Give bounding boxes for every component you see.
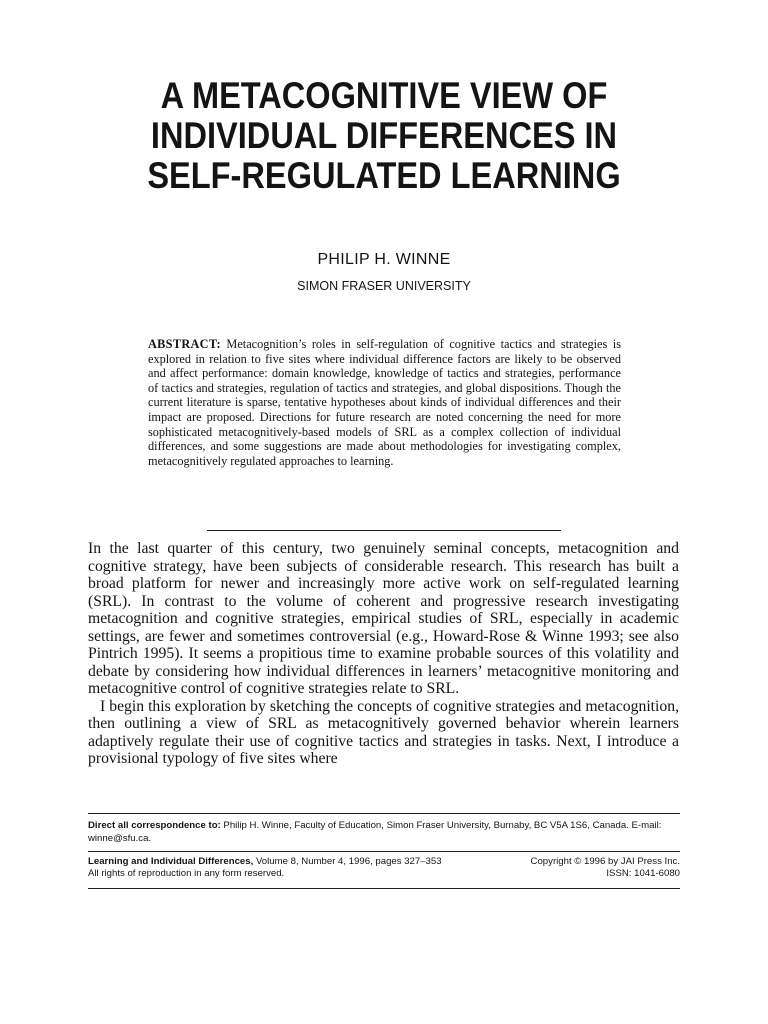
journal-citation: Volume 8, Number 4, 1996, pages 327–353 — [255, 856, 442, 867]
title-line: INDIVIDUAL DIFFERENCES IN — [150, 115, 618, 156]
abstract — [148, 337, 621, 468]
rights-notice: All rights of reproduction in any form reserved. — [88, 868, 285, 879]
abstract-label: ABSTRACT: — [148, 337, 221, 351]
journal-name: Learning and Individual Differences, — [88, 856, 254, 867]
issn: ISSN: 1041-6080 — [606, 868, 680, 879]
author-name: PHILIP H. WINNE — [317, 251, 451, 268]
footer-divider — [88, 813, 680, 814]
body-paragraph: In the last quarter of this century, two genuinely seminal concepts, metacognition and cognitive strategy, have been subjects of considerable research. This research has built a broad platform for newer and increasingly more active work on self-regulated learning (SRL). In contrast to the volume of coherent and progressive research investigating metacognition and cognitive strategies, empirical studies of SRL, especially in academic settings, are fewer and sometimes controversial (e.g., Howard-Rose & Winne 1993; see also Pintrich 1995). It seems a propitious time to examine probable sources of this volatility and debate by considering how individual differences in learners’ metacognitive monitoring and metacognitive control of cognitive strategies relate to SRL. — [88, 540, 679, 697]
correspondence-text: Philip H. Winne, Faculty of Education, Simon Fraser University, Burnaby, BC V5A 1S6, Canada. E-mail: winne@sfu.ca. — [88, 820, 662, 844]
correspondence-note — [88, 820, 680, 845]
author-affiliation: SIMON FRASER UNIVERSITY — [297, 279, 471, 293]
footer-divider — [88, 888, 680, 889]
body-text — [88, 540, 679, 768]
body-paragraph: I begin this exploration by sketching the concepts of cognitive strategies and metacognition, then outlining a view of SRL as metacognitively governed behavior wherein learners adaptively regulate their use of cognitive tactics and strategies in tasks. Next, I introduce a provisional typology of five sites where — [88, 697, 679, 767]
copyright-notice: Copyright © 1996 by JAI Press Inc. — [530, 856, 680, 867]
abstract-text: Metacognition’s roles in self-regulation of cognitive tactics and strategies is explored in relation to five sites where individual difference factors are likely to be observed and affect performance: domain knowledge, knowledge of tactics and strategies, performance of tactics and strategies, regulation of tactics and strategies, and global dispositions. Though the current literature is sparse, tentative hypotheses about kinds of individual differences and their impact are proposed. Directions for future research are noted concerning the need for more sophisticated metacognitively-based models of SRL as a complex collection of individual differences, and some suggestions are made about methodologies for investigating complex, metacognitively regulated approaches to learning. — [148, 337, 621, 468]
title-line: A METACOGNITIVE VIEW OF — [160, 75, 608, 116]
section-divider — [207, 530, 561, 531]
publication-info — [88, 856, 680, 880]
article-title — [99, 76, 669, 196]
correspondence-label: Direct all correspondence to: — [88, 820, 221, 831]
footer-divider — [88, 851, 680, 852]
title-line: SELF-REGULATED LEARNING — [147, 155, 621, 196]
